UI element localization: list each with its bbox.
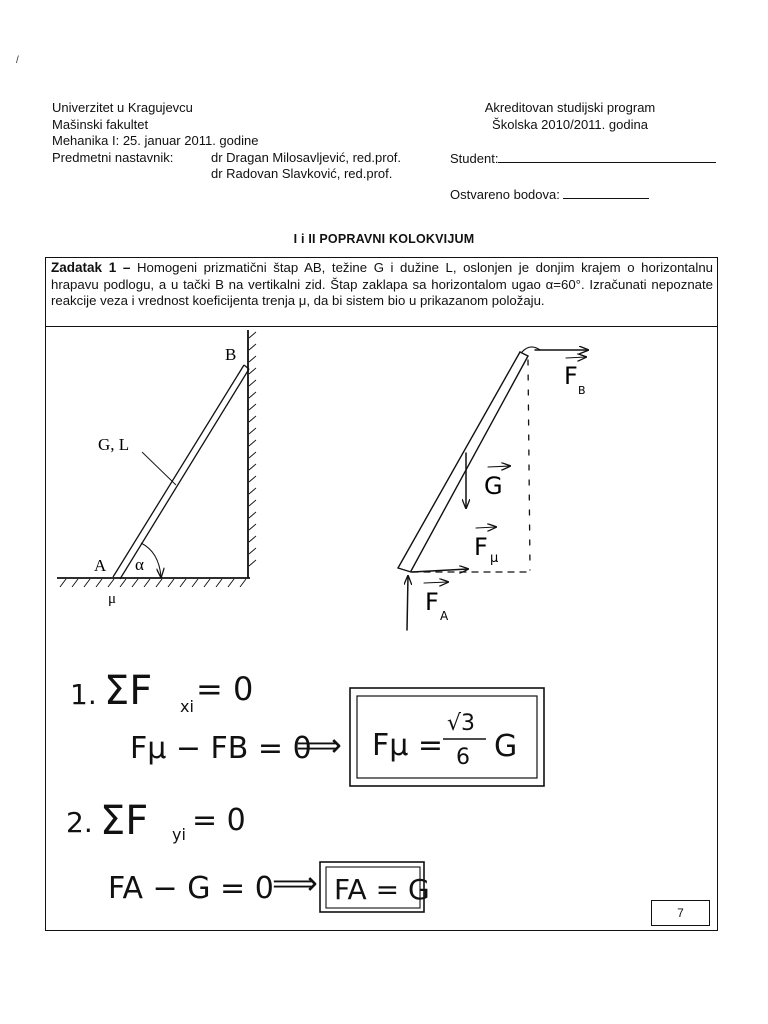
eq1-rhs: = 0 [196,670,254,708]
exam-title: I i II POPRAVNI KOLOKVIJUM [293,232,475,246]
eq1-sub: xi [180,697,194,716]
bar-label-leader [142,452,176,485]
eq1-implies: ⟹ [296,726,342,764]
friction-label: μ [108,591,117,607]
student-label: Student: [450,151,499,166]
eq1-result-lhs: Fμ = [372,728,444,763]
university-name: Univerzitet u Kragujevcu [52,100,193,115]
teacher-1: dr Dragan Milosavljević, red.prof. [211,149,402,165]
faculty-name: Mašinski fakultet [52,116,149,132]
eq1-number: 1. [70,678,97,711]
floor-hatching [60,579,246,587]
page-number: 7 [677,906,684,920]
wall-hatching [249,332,256,566]
fbd-force-b-sub: B [578,384,586,397]
fbd-dashed-vertical [528,360,530,570]
fbd-force-a-sub: A [440,609,449,623]
bar-label: G, L [98,435,130,454]
eq1-result-num: √3 [447,711,476,736]
eq2-implies: ⟹ [272,864,318,902]
solution [66,668,544,912]
fbd-labels [425,362,586,623]
point-b-label: B [225,345,237,364]
eq2-line2: FA − G = 0 [108,871,274,906]
fbd-friction-sub: μ [490,551,499,566]
fbd-force-a-arrow [407,576,408,630]
eq1-result-den: 6 [456,745,470,770]
eq2-number: 2. [66,806,93,839]
task-label: Zadatak 1 – [51,260,131,275]
angle-label: α [135,555,144,574]
stray-mark: / [16,55,19,66]
task-text: Homogeni prizmatični štap AB, težine G i dužine L, oslonjen je donjim krajem o horizontalnu hrapavu podlogu, a u tački B na vertikalni zid. Štap zaklapa sa horizontalom ugao α=60°. Izračunati nepoznate reakcije veza i vrednost koeficijenta trenja μ, da bi sistem bio u prikazanom položaju. [51,260,713,308]
program-name: Akreditovan studijski program [484,100,656,115]
eq2-rhs: = 0 [192,803,246,838]
course-date: Mehanika I: 25. januar 2011. godine [52,133,259,148]
points-label: Ostvareno bodova: [450,187,560,202]
eq1-sum: ΣF [104,668,153,714]
eq2-sum: ΣF [100,798,149,844]
eq1-result-g: G [494,729,518,764]
fbd-bar-edge-2 [411,356,528,571]
bar-edge-1 [113,365,244,577]
teacher-2: dr Radovan Slavković, red.prof. [211,166,393,181]
bar-edge-2 [120,369,249,579]
point-a-label: A [94,556,107,575]
fbd-weight-label: G [484,472,503,500]
ladder-figure [57,330,256,607]
fbd-friction-label: F [474,533,488,561]
fbd-bar-edge-1 [398,352,520,568]
eq1-line2: Fμ − FB = 0 [130,731,312,766]
school-year: Školska 2010/2011. godina [492,116,648,132]
fbd-force-a-label: F [425,588,439,616]
eq2-sub: yi [172,825,186,844]
teacher-label: Predmetni nastavnik: [52,149,174,165]
page-number-box [651,900,710,926]
angle-arc [141,543,161,577]
fbd-force-b-label: F [564,362,578,390]
eq2-result: FA = G [334,873,430,906]
